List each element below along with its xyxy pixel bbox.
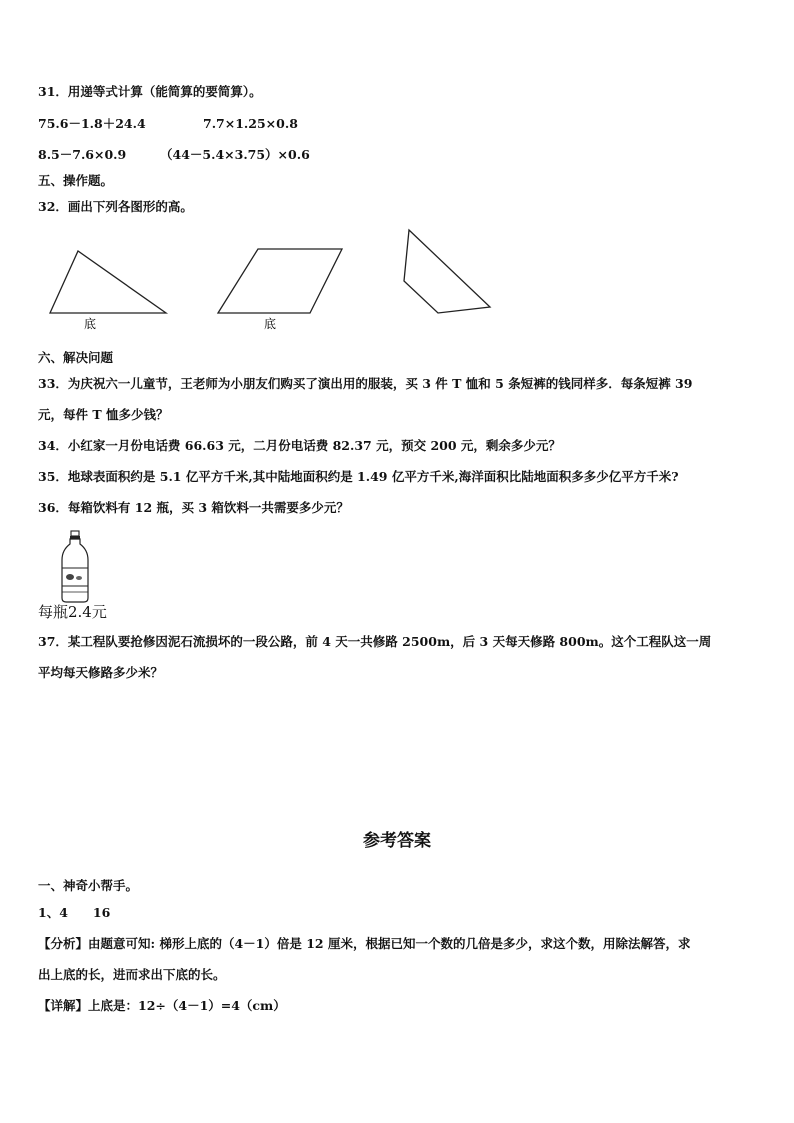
detail-line: 【详解】上底是：12÷（4－1）=4（cm）: [38, 998, 286, 1013]
triangle-base-label: 底: [84, 317, 97, 331]
section-5-heading: 五、操作题。: [38, 173, 114, 188]
section-6-heading: 六、解决问题: [38, 350, 114, 365]
q33-line-2: 元，每件 T 恤多少钱？: [38, 407, 169, 422]
q31-expr-4: （44－5.4×3.75）×0.6: [160, 147, 310, 162]
q31-expr-2: 7.7×1.25×0.8: [203, 116, 298, 131]
q32-title: 32．画出下列各图形的高。: [38, 199, 193, 214]
parallelogram-figure: [216, 247, 346, 335]
q37-line-2: 平均每天修路多少米？: [38, 665, 164, 680]
answer-1: 1、4 16: [38, 905, 111, 920]
q31-expr-3: 8.5－7.6×0.9: [38, 147, 127, 162]
q34-text: 34．小红家一月份电话费 66.63 元，二月份电话费 82.37 元，预交 200 元，剩余多少元？: [38, 438, 561, 453]
q37-line-1: 37．某工程队要抢修因泥石流损坏的一段公路，前 4 天一共修路 2500m，后 3 天每天修路 800m。这个工程队这一周: [38, 634, 712, 649]
q35-text: 35．地球表面积约是 5.1 亿平方千米,其中陆地面积约是 1.49 亿平方千米,海洋面积比陆地面积多多少亿平方千米?: [38, 469, 679, 484]
q36-text: 36．每箱饮料有 12 瓶，买 3 箱饮料一共需要多少元？: [38, 500, 349, 515]
q33-line-1: 33．为庆祝六一儿童节，王老师为小朋友们购买了演出用的服装，买 3 件 T 恤和 5 条短裤的钱同样多．每条短裤 39: [38, 376, 693, 391]
analysis-line-1: 【分析】由题意可知: 梯形上底的（4－1）倍是 12 厘米，根据已知一个数的几倍是多少，求这个数，用除法解答，求: [38, 936, 691, 951]
parallelogram-base-label: 底: [264, 317, 277, 331]
triangle-figure: [48, 248, 170, 333]
q31-expr-1: 75.6－1.8＋24.4: [38, 116, 146, 131]
trapezoid-figure: [402, 229, 496, 317]
bottle-icon: [58, 530, 94, 604]
bottle-price-label: 每瓶2.4元: [38, 603, 107, 621]
answers-heading: 参考答案: [363, 831, 431, 851]
answers-section-1: 一、神奇小帮手。: [38, 878, 139, 893]
q31-title: 31．用递等式计算（能简算的要简算）。: [38, 84, 262, 99]
analysis-line-2: 出上底的长，进而求出下底的长。: [38, 967, 226, 982]
